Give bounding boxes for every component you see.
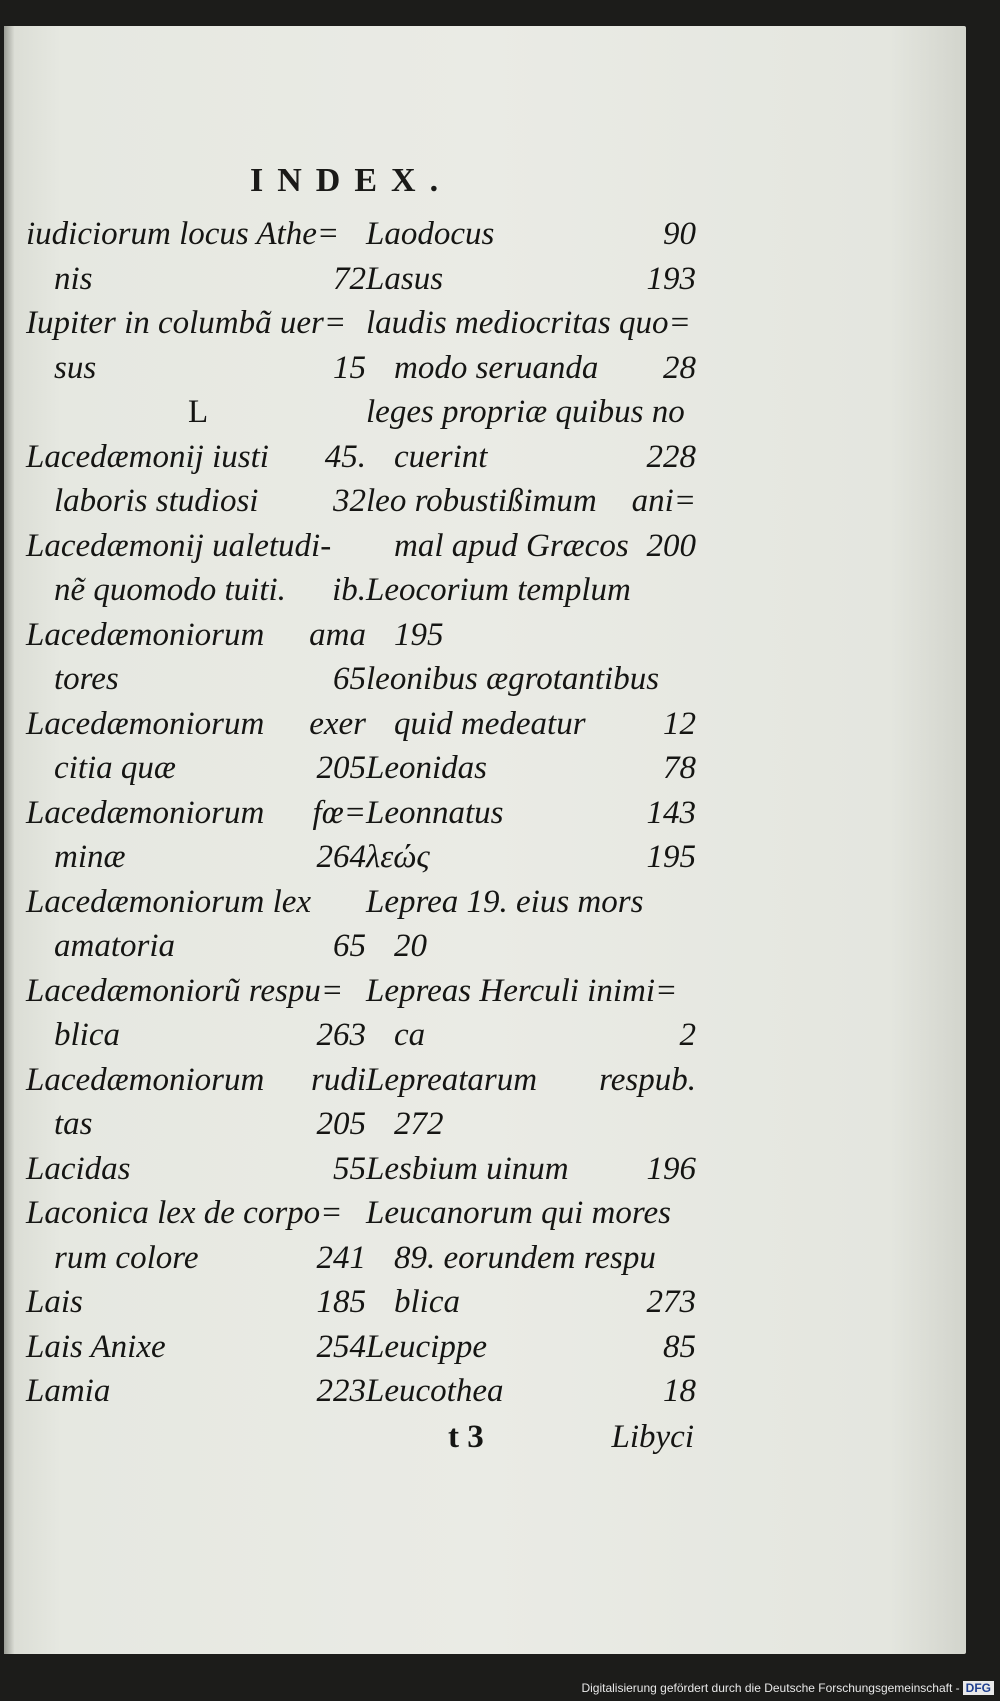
entry-text: nis [54,260,93,297]
index-entry-line [26,613,366,658]
index-entry-line [366,1147,696,1192]
entry-text: modo seruanda [394,349,599,386]
index-entry-line [26,479,366,524]
entry-text: Lepreatarum [366,1061,538,1098]
entry-text: 272 [394,1106,444,1142]
entry-text: tas [54,1106,93,1142]
entry-page-number: fœ= [312,794,366,831]
entry-text: Lacedæmoniorum [26,1061,265,1098]
entry-text: Lacidas [26,1150,131,1187]
entry-page-number: 15 [333,349,366,386]
catchword: Libyci [611,1419,694,1455]
entry-page-number: 85 [663,1328,696,1365]
entry-text: Lacedæmoniorum [26,794,265,831]
entry-page-number: 72 [333,260,366,297]
index-entry-line [26,880,366,925]
entry-text: Lacedæmoniorum [26,616,265,653]
entry-text: citia quæ [54,750,176,786]
entry-text: Leonnatus [366,794,504,831]
entry-page-number: 264 [316,839,366,875]
entry-text: tores [54,661,119,697]
index-entry-line [366,835,696,880]
credit-text: Digitalisierung gefördert durch die Deutsche Forschungsgemeinschaft - [581,1681,960,1695]
index-entry-line [366,1102,696,1147]
entry-text: λεώς [366,839,430,875]
entry-page-number: 205 [316,750,366,786]
index-entry-line [26,435,366,480]
entry-page-number: 65 [333,928,366,964]
entry-page-number: 28 [663,349,696,386]
index-entry-line [366,924,696,969]
entry-page-number: 32 [333,483,366,519]
entry-text: Lacedæmonij iusti [26,438,269,475]
entry-text: L [188,394,209,430]
entry-page-number: 273 [646,1284,696,1320]
index-entry-line [26,924,366,969]
index-entry-line [366,613,696,658]
index-entry-line [366,568,696,613]
entry-page-number: 18 [663,1373,696,1409]
index-entry-line [26,791,366,836]
entry-text: 20 [394,928,427,964]
entry-page-number: 205 [316,1106,366,1142]
digitization-credit [581,1681,994,1695]
index-entry-line [366,390,696,435]
entry-text: Lasus [366,260,444,297]
index-entry-line [26,568,366,613]
index-entry-line [366,791,696,836]
index-entry-line [26,1325,366,1370]
index-entry-line [366,479,696,524]
index-entry-line [26,1369,366,1414]
index-entry-line [26,1191,366,1236]
entry-text: amatoria [54,928,176,964]
index-entry-line [26,746,366,791]
index-entry-line [26,1236,366,1281]
entry-text: 195 [394,616,444,653]
entry-page-number: 263 [316,1017,366,1053]
entry-text: leo robustißimum [366,483,597,519]
entry-page-number: 2 [679,1017,696,1053]
entry-page-number: 55 [333,1150,366,1187]
index-entry-line [366,1191,696,1236]
entry-text: Lacedæmoniorum [26,705,265,742]
entry-page-number: respub. [599,1061,696,1098]
index-entry-line [26,657,366,702]
entry-text: blica [54,1017,120,1053]
entry-page-number: 90 [663,216,696,252]
entry-text: Lais [26,1284,83,1320]
entry-text: Leucanorum qui mores [366,1195,671,1231]
index-entry-line [26,1280,366,1325]
index-entry-line [366,746,696,791]
entry-page-number: 223 [316,1373,366,1409]
entry-page-number: 185 [316,1284,366,1320]
entry-page-number: exer [309,705,366,742]
index-entry-line [26,702,366,747]
entry-page-number: 254 [316,1328,366,1365]
index-entry-line [366,1058,696,1103]
entry-text: Leonidas [366,750,488,786]
index-entry-line [26,969,366,1014]
entry-page-number: 200 [646,527,696,564]
entry-text: Leocorium templum [366,572,631,608]
entry-text: laboris studiosi [54,483,259,519]
index-entry-line [26,1147,366,1192]
entry-page-number: 65 [333,661,366,697]
entry-text: Leprea 19. eius mors [366,883,644,920]
index-entry-line [366,657,696,702]
entry-text: Lesbium uinum [366,1150,569,1187]
entry-text: Laodocus [366,216,495,252]
entry-text: cuerint [394,438,488,475]
entry-text: mal apud Græcos [394,527,629,564]
index-column-right [366,212,696,1414]
entry-text: Iupiter in columbã uer= [26,305,347,341]
page-title: INDEX. [250,162,453,199]
entry-text: iudiciorum locus Athe= [26,216,340,252]
entry-page-number: ani= [631,483,696,519]
index-entry-line [366,435,696,480]
index-entry-line [26,212,366,257]
entry-text: Lacedæmoniorũ respu= [26,972,344,1009]
entry-text: leonibus ægrotantibus [366,661,660,697]
entry-text: laudis mediocritas quo= [366,305,691,341]
entry-page-number: 241 [316,1239,366,1276]
index-entry-line [366,969,696,1014]
index-entry-line [366,257,696,302]
entry-text: minæ [54,839,126,875]
entry-page-number: 78 [663,750,696,786]
entry-text: Leucothea [366,1373,504,1409]
entry-page-number: 193 [646,260,696,297]
entry-text: leges propriæ quibus no [366,394,685,430]
index-entry-line [26,1102,366,1147]
entry-text: Lamia [26,1373,111,1409]
index-entry-line [366,1325,696,1370]
index-entry-line [366,702,696,747]
index-entry-line [26,346,366,391]
entry-text: Lacedæmoniorum lex [26,883,312,920]
entry-text: Leucippe [366,1328,487,1365]
index-column-left [26,212,366,1414]
index-entry-line [366,1280,696,1325]
index-entry-line [366,346,696,391]
entry-text: nẽ quomodo tuiti. [54,572,286,608]
entry-text: sus [54,349,97,386]
dfg-logo: DFG [963,1681,994,1695]
index-entry-line [366,301,696,346]
entry-page-number: ama [309,616,366,653]
entry-page-number: 143 [646,794,696,831]
index-entry-line [26,1013,366,1058]
index-entry-line [26,835,366,880]
entry-page-number: 195 [646,839,696,875]
index-entry-line [26,257,366,302]
entry-page-number: rudi [310,1061,366,1098]
entry-text: Lacedæmonij ualetudi- [26,527,332,564]
index-entry-line [366,1369,696,1414]
entry-text: Lepreas Herculi inimi= [366,972,678,1009]
entry-page-number: 45. [324,438,366,475]
entry-page-number: 12 [663,705,696,742]
entry-text: ca [394,1017,426,1053]
entry-text: Laconica lex de corpo= [26,1195,343,1231]
index-entry-line [26,301,366,346]
entry-text: blica [394,1284,460,1320]
index-entry-line [366,1236,696,1281]
index-entry-line [26,390,366,435]
entry-page-number: 196 [646,1150,696,1187]
entry-page-number: ib. [332,572,366,608]
index-entry-line [26,1058,366,1103]
entry-text: Lais Anixe [26,1328,166,1365]
index-entry-line [26,524,366,569]
entry-text: quid medeatur [394,705,586,742]
index-entry-line [366,212,696,257]
entry-text: rum colore [54,1239,199,1276]
entry-page-number: 228 [646,438,696,475]
index-entry-line [366,524,696,569]
book-page [4,26,966,1654]
index-entry-line [366,1013,696,1058]
signature-mark: t 3 [448,1419,484,1455]
page-spine [4,26,14,1654]
entry-text: 89. eorundem respu [394,1239,656,1276]
index-entry-line [366,880,696,925]
